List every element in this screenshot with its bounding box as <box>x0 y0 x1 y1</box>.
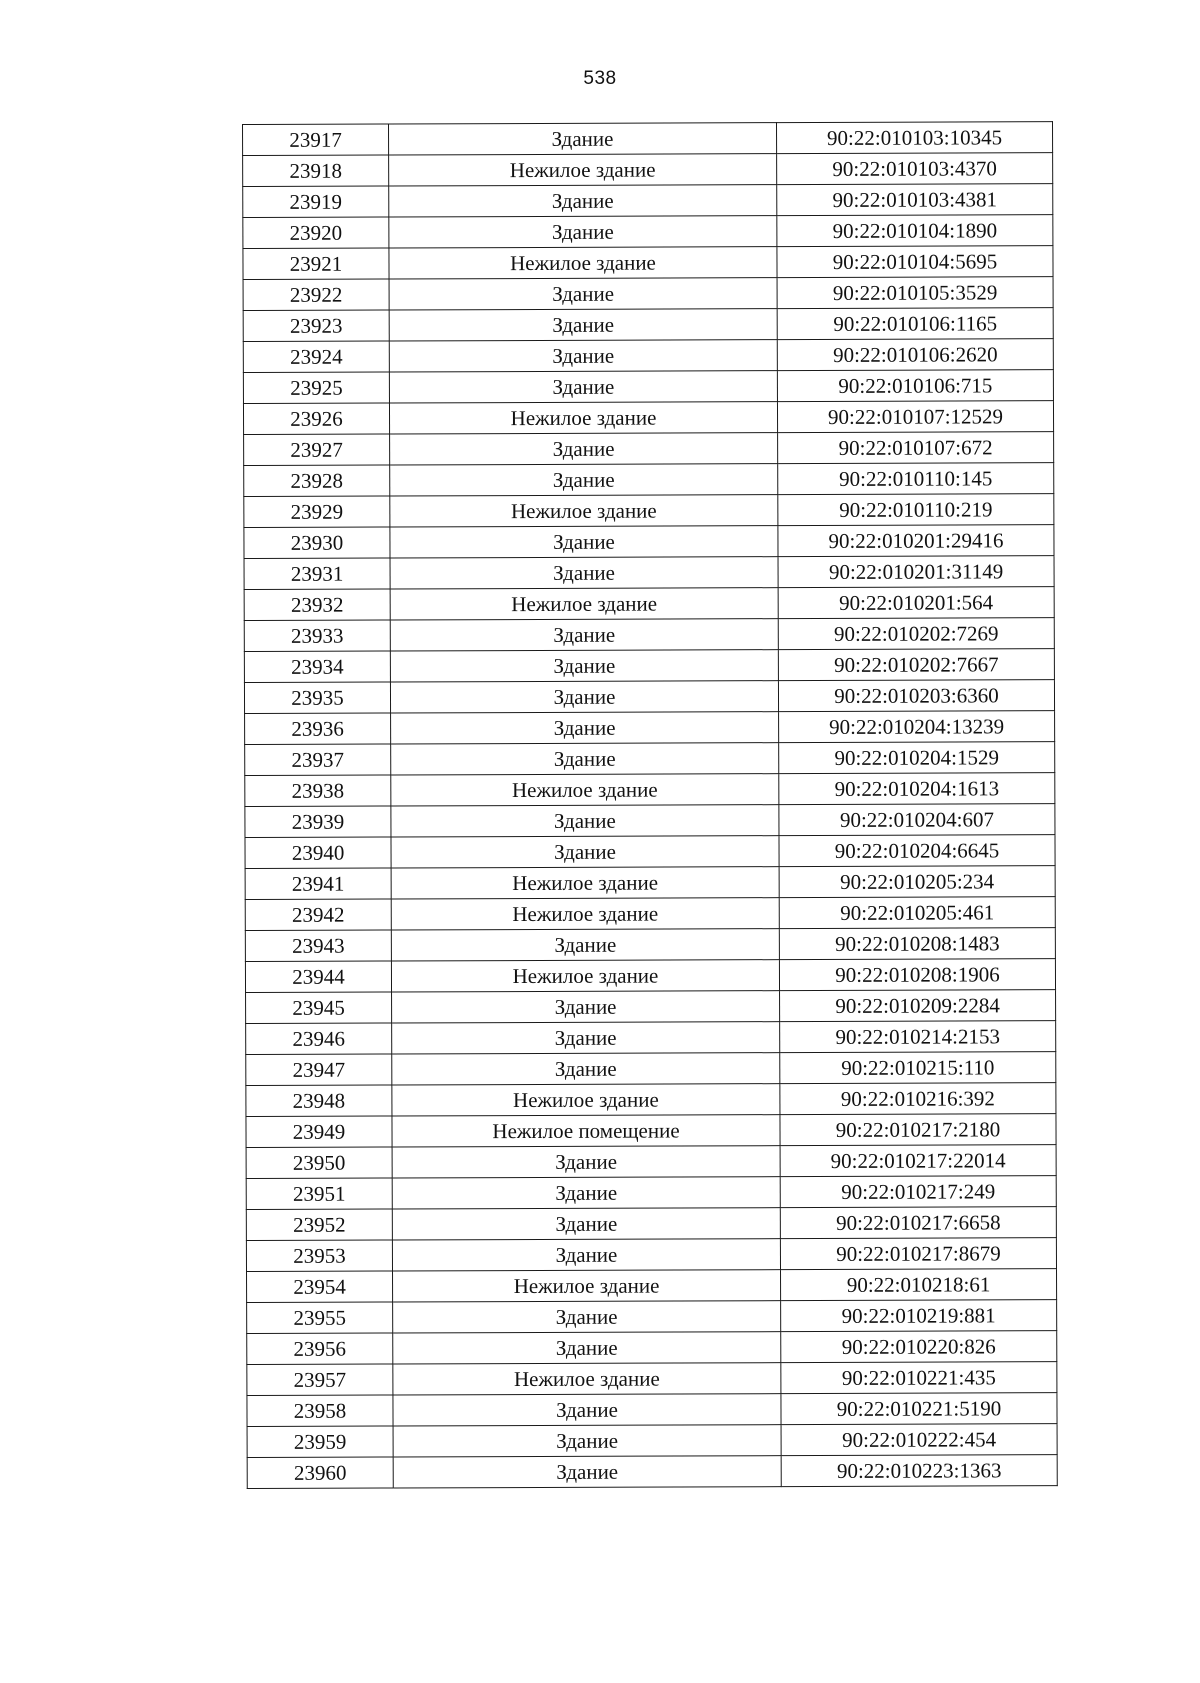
row-number-cell: 23925 <box>243 372 389 404</box>
object-type-cell: Здание <box>390 557 778 589</box>
table-row <box>247 1300 1057 1334</box>
object-type-cell: Здание <box>390 433 778 465</box>
row-number-cell: 23937 <box>245 744 391 776</box>
row-number-cell: 23956 <box>247 1333 393 1365</box>
table-row <box>243 370 1053 404</box>
table-row <box>246 1052 1056 1086</box>
object-type-cell: Нежилое здание <box>393 1270 781 1302</box>
table-row <box>243 215 1053 249</box>
row-number-cell: 23929 <box>244 496 390 528</box>
object-type-cell: Здание <box>389 340 777 372</box>
table-row <box>246 1238 1056 1272</box>
table-row <box>244 525 1054 559</box>
cadastral-number-cell: 90:22:010222:454 <box>781 1424 1057 1456</box>
row-number-cell: 23927 <box>244 434 390 466</box>
cadastral-number-cell: 90:22:010220:826 <box>781 1331 1057 1363</box>
row-number-cell: 23960 <box>247 1457 393 1489</box>
row-number-cell: 23959 <box>247 1426 393 1458</box>
object-type-cell: Нежилое помещение <box>392 1115 780 1147</box>
object-type-cell: Здание <box>393 1456 781 1488</box>
cadastral-number-cell: 90:22:010110:219 <box>778 494 1054 526</box>
row-number-cell: 23945 <box>246 992 392 1024</box>
cadastral-number-cell: 90:22:010204:1613 <box>779 773 1055 805</box>
table-row <box>244 649 1054 683</box>
table-row <box>244 432 1054 466</box>
table-row <box>246 990 1056 1024</box>
row-number-cell: 23923 <box>243 310 389 342</box>
table-row <box>246 1176 1056 1210</box>
row-number-cell: 23917 <box>243 124 389 156</box>
object-type-cell: Нежилое здание <box>393 1363 781 1395</box>
row-number-cell: 23931 <box>244 558 390 590</box>
table-row <box>243 277 1053 311</box>
object-type-cell: Здание <box>393 1394 781 1426</box>
cadastral-number-cell: 90:22:010218:61 <box>781 1269 1057 1301</box>
object-type-cell: Нежилое здание <box>391 898 779 930</box>
object-type-cell: Здание <box>390 681 778 713</box>
cadastral-number-cell: 90:22:010106:1165 <box>777 308 1053 340</box>
table-row <box>245 959 1055 993</box>
cadastral-number-cell: 90:22:010205:234 <box>779 866 1055 898</box>
table-row <box>246 1083 1056 1117</box>
cadastral-number-cell: 90:22:010214:2153 <box>780 1021 1056 1053</box>
object-type-cell: Здание <box>392 1177 780 1209</box>
table-row <box>247 1393 1057 1427</box>
row-number-cell: 23949 <box>246 1116 392 1148</box>
object-type-cell: Здание <box>391 805 779 837</box>
cadastral-number-cell: 90:22:010216:392 <box>780 1083 1056 1115</box>
object-type-cell: Здание <box>393 1332 781 1364</box>
row-number-cell: 23936 <box>245 713 391 745</box>
object-type-cell: Здание <box>392 1239 780 1271</box>
object-type-cell: Нежилое здание <box>392 1084 780 1116</box>
table-row <box>243 184 1053 218</box>
table-row <box>247 1331 1057 1365</box>
object-type-cell: Здание <box>392 1208 780 1240</box>
table-row <box>244 494 1054 528</box>
row-number-cell: 23948 <box>246 1085 392 1117</box>
object-type-cell: Нежилое здание <box>389 247 777 279</box>
cadastral-number-cell: 90:22:010107:672 <box>778 432 1054 464</box>
row-number-cell: 23924 <box>243 341 389 373</box>
cadastral-number-cell: 90:22:010204:1529 <box>779 742 1055 774</box>
cadastral-number-cell: 90:22:010204:13239 <box>779 711 1055 743</box>
cadastral-number-cell: 90:22:010205:461 <box>779 897 1055 929</box>
table-row <box>247 1362 1057 1396</box>
cadastral-number-cell: 90:22:010105:3529 <box>777 277 1053 309</box>
table-row <box>243 153 1053 187</box>
row-number-cell: 23941 <box>245 868 391 900</box>
table-row <box>243 308 1053 342</box>
cadastral-number-cell: 90:22:010217:8679 <box>780 1238 1056 1270</box>
table-row <box>246 1021 1056 1055</box>
object-type-cell: Здание <box>389 185 777 217</box>
table-row <box>246 1114 1056 1148</box>
cadastral-number-cell: 90:22:010221:435 <box>781 1362 1057 1394</box>
object-type-cell: Нежилое здание <box>389 154 777 186</box>
object-type-cell: Здание <box>390 464 778 496</box>
object-type-cell: Здание <box>391 712 779 744</box>
cadastral-number-cell: 90:22:010202:7269 <box>778 618 1054 650</box>
row-number-cell: 23918 <box>243 155 389 187</box>
object-type-cell: Нежилое здание <box>390 588 778 620</box>
cadastral-number-cell: 90:22:010208:1906 <box>779 959 1055 991</box>
row-number-cell: 23921 <box>243 248 389 280</box>
row-number-cell: 23958 <box>247 1395 393 1427</box>
row-number-cell: 23952 <box>246 1209 392 1241</box>
object-type-cell: Здание <box>393 1301 781 1333</box>
table-row <box>243 122 1053 156</box>
table-row <box>245 742 1055 776</box>
row-number-cell: 23947 <box>246 1054 392 1086</box>
object-type-cell: Нежилое здание <box>390 495 778 527</box>
cadastral-number-cell: 90:22:010202:7667 <box>778 649 1054 681</box>
row-number-cell: 23940 <box>245 837 391 869</box>
cadastral-number-cell: 90:22:010201:564 <box>778 587 1054 619</box>
row-number-cell: 23939 <box>245 806 391 838</box>
table-row <box>243 246 1053 280</box>
row-number-cell: 23957 <box>247 1364 393 1396</box>
row-number-cell: 23953 <box>246 1240 392 1272</box>
table-row <box>245 835 1055 869</box>
row-number-cell: 23951 <box>246 1178 392 1210</box>
object-type-cell: Здание <box>390 526 778 558</box>
object-type-cell: Здание <box>392 1146 780 1178</box>
table-row <box>246 1207 1056 1241</box>
row-number-cell: 23926 <box>243 403 389 435</box>
cadastral-number-cell: 90:22:010217:6658 <box>780 1207 1056 1239</box>
row-number-cell: 23932 <box>244 589 390 621</box>
cadastral-number-cell: 90:22:010204:6645 <box>779 835 1055 867</box>
object-type-cell: Нежилое здание <box>391 960 779 992</box>
register-table <box>242 121 1058 1489</box>
row-number-cell: 23930 <box>244 527 390 559</box>
row-number-cell: 23934 <box>244 651 390 683</box>
object-type-cell: Здание <box>392 1053 780 1085</box>
object-type-cell: Здание <box>391 929 779 961</box>
object-type-cell: Здание <box>392 991 780 1023</box>
cadastral-number-cell: 90:22:010204:607 <box>779 804 1055 836</box>
cadastral-number-cell: 90:22:010217:249 <box>780 1176 1056 1208</box>
object-type-cell: Здание <box>393 1425 781 1457</box>
table-row <box>247 1424 1057 1458</box>
page-number: 538 <box>583 68 617 89</box>
row-number-cell: 23944 <box>245 961 391 993</box>
cadastral-number-cell: 90:22:010217:2180 <box>780 1114 1056 1146</box>
table-row <box>243 401 1053 435</box>
object-type-cell: Здание <box>392 1022 780 1054</box>
cadastral-number-cell: 90:22:010215:110 <box>780 1052 1056 1084</box>
object-type-cell: Здание <box>390 650 778 682</box>
row-number-cell: 23950 <box>246 1147 392 1179</box>
cadastral-number-cell: 90:22:010223:1363 <box>781 1455 1057 1487</box>
object-type-cell: Нежилое здание <box>391 867 779 899</box>
cadastral-number-cell: 90:22:010103:4370 <box>777 153 1053 185</box>
cadastral-number-cell: 90:22:010103:10345 <box>776 122 1052 154</box>
row-number-cell: 23919 <box>243 186 389 218</box>
table-row <box>245 866 1055 900</box>
cadastral-number-cell: 90:22:010219:881 <box>781 1300 1057 1332</box>
object-type-cell: Здание <box>389 216 777 248</box>
cadastral-number-cell: 90:22:010201:31149 <box>778 556 1054 588</box>
row-number-cell: 23922 <box>243 279 389 311</box>
table-row <box>244 587 1054 621</box>
table-row <box>244 463 1054 497</box>
table-row <box>245 928 1055 962</box>
cadastral-number-cell: 90:22:010203:6360 <box>778 680 1054 712</box>
object-type-cell: Здание <box>390 619 778 651</box>
table-row <box>245 897 1055 931</box>
row-number-cell: 23946 <box>246 1023 392 1055</box>
cadastral-number-cell: 90:22:010221:5190 <box>781 1393 1057 1425</box>
cadastral-number-cell: 90:22:010107:12529 <box>777 401 1053 433</box>
object-type-cell: Здание <box>389 371 777 403</box>
table-row <box>245 804 1055 838</box>
table-row <box>244 556 1054 590</box>
table-row <box>244 618 1054 652</box>
table-row <box>245 711 1055 745</box>
object-type-cell: Нежилое здание <box>389 402 777 434</box>
object-type-cell: Здание <box>389 278 777 310</box>
register-table-body <box>243 122 1058 1489</box>
row-number-cell: 23938 <box>245 775 391 807</box>
row-number-cell: 23955 <box>247 1302 393 1334</box>
row-number-cell: 23933 <box>244 620 390 652</box>
row-number-cell: 23954 <box>247 1271 393 1303</box>
row-number-cell: 23928 <box>244 465 390 497</box>
row-number-cell: 23942 <box>245 899 391 931</box>
cadastral-number-cell: 90:22:010104:5695 <box>777 246 1053 278</box>
cadastral-number-cell: 90:22:010217:22014 <box>780 1145 1056 1177</box>
cadastral-number-cell: 90:22:010110:145 <box>778 463 1054 495</box>
row-number-cell: 23943 <box>245 930 391 962</box>
table-row <box>245 773 1055 807</box>
table-row <box>244 680 1054 714</box>
object-type-cell: Здание <box>391 743 779 775</box>
cadastral-number-cell: 90:22:010201:29416 <box>778 525 1054 557</box>
cadastral-number-cell: 90:22:010106:2620 <box>777 339 1053 371</box>
cadastral-number-cell: 90:22:010106:715 <box>777 370 1053 402</box>
table-row <box>246 1145 1056 1179</box>
table-row <box>243 339 1053 373</box>
row-number-cell: 23935 <box>244 682 390 714</box>
row-number-cell: 23920 <box>243 217 389 249</box>
cadastral-number-cell: 90:22:010103:4381 <box>777 184 1053 216</box>
object-type-cell: Здание <box>389 309 777 341</box>
cadastral-number-cell: 90:22:010104:1890 <box>777 215 1053 247</box>
cadastral-number-cell: 90:22:010209:2284 <box>780 990 1056 1022</box>
object-type-cell: Здание <box>391 836 779 868</box>
cadastral-number-cell: 90:22:010208:1483 <box>779 928 1055 960</box>
table-row <box>247 1269 1057 1303</box>
object-type-cell: Здание <box>389 123 777 155</box>
object-type-cell: Нежилое здание <box>391 774 779 806</box>
table-row <box>247 1455 1057 1489</box>
